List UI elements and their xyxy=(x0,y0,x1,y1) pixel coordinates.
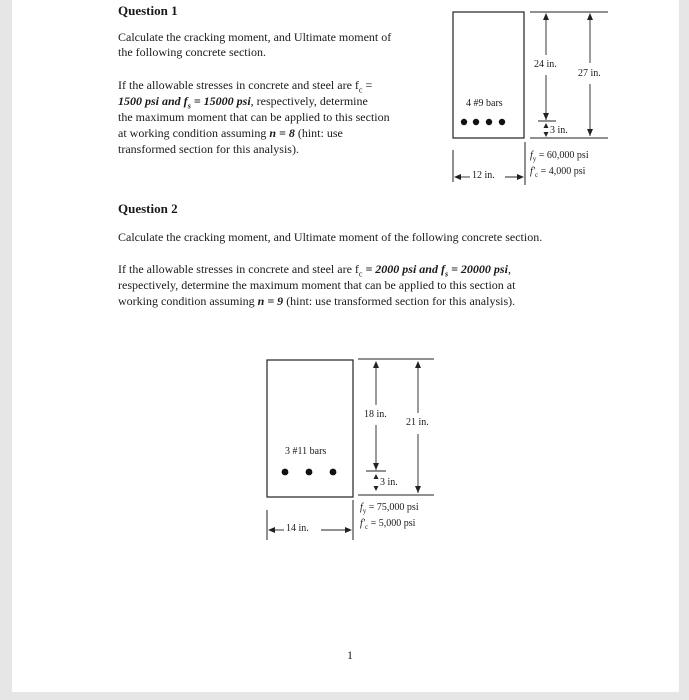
q2-fc-label xyxy=(360,518,415,531)
q1-line2-sub: s xyxy=(187,101,191,111)
q1-fy-value: = 60,000 psi xyxy=(536,150,589,161)
q2-line1-sub: c xyxy=(358,269,363,279)
question2-intro: Calculate the cracking moment, and Ultimate moment of the following concrete section. xyxy=(118,230,543,244)
q1-line4-b: n = 8 xyxy=(269,126,295,140)
q1-line4-c: (hint: use xyxy=(294,126,343,140)
q1-line1-sub: c xyxy=(358,85,363,95)
q1-line1-text: If the allowable stresses in concrete and steel are f xyxy=(118,78,359,92)
q1-fc-value: = 4,000 psi xyxy=(538,166,586,177)
question1-line5: transformed section for this analysis). xyxy=(118,142,299,156)
q1-dim-d-label: 24 in. xyxy=(534,59,557,70)
q2-dim-d-label: 18 in. xyxy=(364,409,387,420)
q2-line1-d: , xyxy=(507,262,511,276)
q2-cover-arrow-up xyxy=(374,474,379,479)
q2-dim-cover-label: 3 in. xyxy=(380,477,398,488)
q2-line1-a: If the allowable stresses in concrete and steel are f xyxy=(118,262,359,276)
q2-rebar-2 xyxy=(306,469,313,476)
q2-fy-sub: y xyxy=(362,507,367,515)
q2-fc-sub: c xyxy=(364,523,369,531)
question2-line2: respectively, determine the maximum moment that can be applied to this section at xyxy=(118,278,516,292)
q2-fy-symbol: f xyxy=(360,502,363,513)
q1-dim-width-label: 12 in. xyxy=(472,170,495,181)
q1-line4-a: at working condition assuming xyxy=(118,126,270,140)
q2-line1-c: = 20000 psi xyxy=(448,262,508,276)
page-number: 1 xyxy=(347,648,353,662)
q2-bars-label: 3 #11 bars xyxy=(285,446,327,457)
q2-fc-value: = 5,000 psi xyxy=(368,518,416,529)
question1-intro-line1: Calculate the cracking moment, and Ultimate moment of xyxy=(118,30,392,44)
q1-dim-h-label: 27 in. xyxy=(578,68,601,79)
question1-line3: the maximum moment that can be applied to this section xyxy=(118,110,390,124)
q2-dim-width-label: 14 in. xyxy=(286,523,309,534)
q2-width-arrow-left xyxy=(268,527,275,533)
q2-dim-d-arrow-up xyxy=(373,361,379,368)
q2-line3-b: n = 9 xyxy=(257,294,284,308)
q1-dim-cover-label: 3 in. xyxy=(550,125,568,136)
q1-fy-symbol: f xyxy=(530,150,533,161)
q2-cover-arrow-down xyxy=(374,486,379,491)
q2-beam-section xyxy=(267,360,353,497)
q1-fy-sub: y xyxy=(532,155,537,163)
q2-fy-value: = 75,000 psi xyxy=(366,502,419,513)
q1-fc-sub: c xyxy=(534,171,539,179)
q2-dim-h-arrow-down xyxy=(415,486,421,493)
q1-fc-symbol: f′ xyxy=(530,166,535,177)
q1-line2-a: 1500 psi and f xyxy=(118,94,188,108)
q2-rebar-3 xyxy=(330,469,337,476)
q2-fy-label xyxy=(360,502,419,515)
q1-line1-end: = xyxy=(362,78,373,92)
q2-dim-d-arrow-down xyxy=(373,463,379,470)
question1-title: Question 1 xyxy=(118,3,178,18)
q2-line3-a: working condition assuming xyxy=(118,294,258,308)
q1-line2-b: = 15000 psi xyxy=(190,94,251,108)
q2-line3-c: (hint: use transformed section for this analysis). xyxy=(283,294,516,308)
question2-title: Question 2 xyxy=(118,201,178,216)
q2-dim-h-arrow-up xyxy=(415,361,421,368)
q2-dim-h-label: 21 in. xyxy=(406,417,429,428)
q2-line1-sub2: s xyxy=(444,269,449,279)
question1-intro-line2: the following concrete section. xyxy=(118,45,266,59)
q1-bars-label: 4 #9 bars xyxy=(466,98,503,109)
q2-line1-b: = 2000 psi and f xyxy=(362,262,445,276)
q1-line2-c: , respectively, determine xyxy=(250,94,368,108)
q2-width-arrow-right xyxy=(345,527,352,533)
q2-rebar-1 xyxy=(282,469,289,476)
q2-fc-symbol: f′ xyxy=(360,518,365,529)
